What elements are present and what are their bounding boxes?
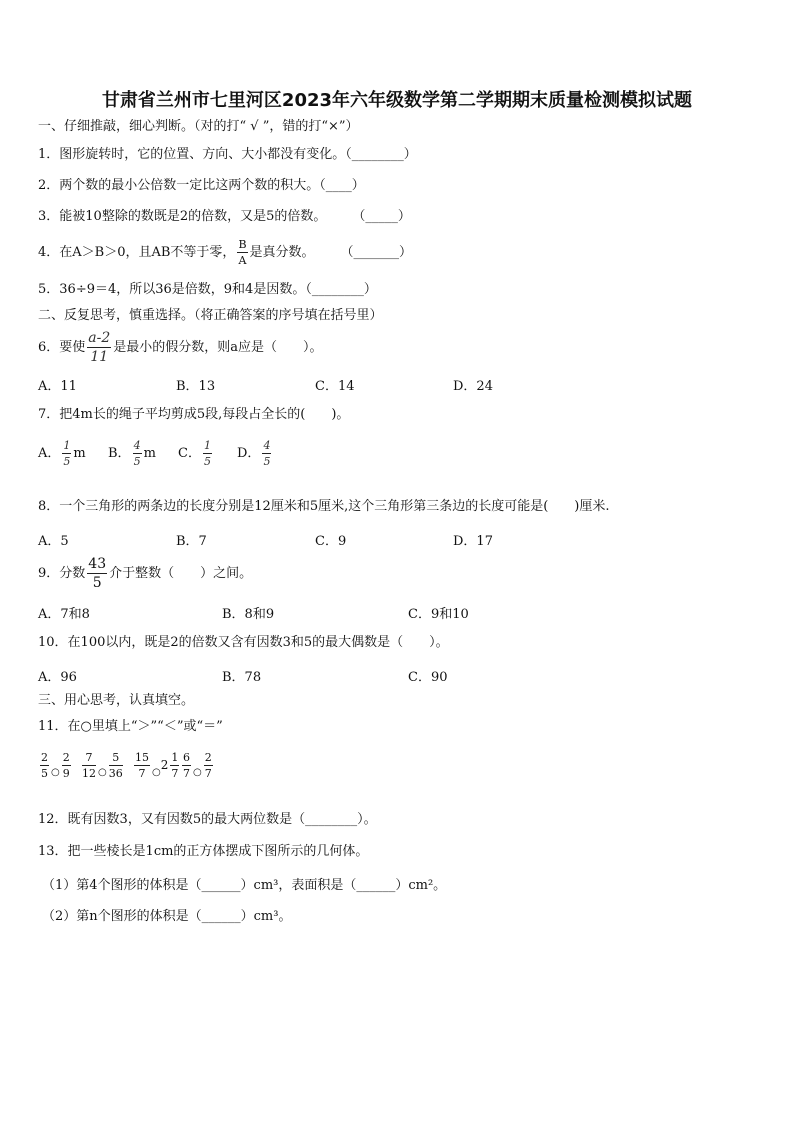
- option-unit: m: [143, 446, 156, 461]
- question-10: 10．在100以内，既是2的倍数又含有因数3和5的最大偶数是（ ）。: [38, 635, 449, 650]
- q6-option-a: A．11: [38, 379, 77, 394]
- comparison-item-4: [180, 752, 215, 779]
- fraction-numerator: 15: [135, 751, 149, 764]
- fraction-denominator: 5: [63, 455, 71, 468]
- question-12: 12．既有因数3，又有因数5的最大两位数是（________）。: [38, 812, 377, 827]
- fraction-7-over-12: [82, 752, 96, 779]
- q8-option-c: C．9: [315, 534, 347, 549]
- fraction-denominator: 11: [90, 349, 109, 365]
- q10-option-a: A．96: [38, 670, 77, 685]
- question-5: 5．36÷9＝4，所以36是倍数，9和4是因数。（________）: [38, 282, 377, 297]
- question-1: 1．图形旋转时，它的位置、方向、大小都没有变化。（________）: [38, 147, 417, 162]
- question-13-part-1: （1）第4个图形的体积是（______）cm³，表面积是（______）cm²。: [42, 878, 447, 893]
- q9-option-a: A．7和8: [38, 607, 90, 622]
- fraction-numerator: 6: [183, 751, 190, 764]
- question-6: [38, 331, 323, 364]
- fraction-numerator: 5: [109, 752, 123, 766]
- fraction-numerator: 4: [133, 439, 141, 452]
- question-9: [38, 557, 252, 590]
- fraction-4-over-5: [262, 440, 271, 467]
- fraction-denominator: 5: [263, 455, 271, 468]
- fraction-denominator: 5: [133, 455, 141, 468]
- option-label: B．: [108, 446, 131, 461]
- fraction-2-over-7: [204, 752, 213, 779]
- fraction-a-minus-2-over-11: [87, 331, 111, 364]
- section3-header: 三、用心思考，认真填空。: [38, 693, 195, 708]
- q7-option-d: [237, 440, 273, 467]
- question-4-suffix: 是真分数。 （_______）: [249, 245, 413, 260]
- section2-header: 二、反复思考，慎重选择。（将正确答案的序号填在括号里）: [38, 308, 383, 323]
- option-unit: m: [73, 446, 86, 461]
- fraction-numerator: 43: [88, 556, 107, 572]
- q9-option-b: B．8和9: [222, 607, 275, 622]
- fraction-1-over-5: [62, 440, 71, 467]
- question-6-suffix: 是最小的假分数，则a应是（ ）。: [113, 340, 323, 355]
- option-label: D．: [237, 446, 261, 461]
- fraction-numerator: 2: [204, 751, 212, 764]
- fraction-denominator: A: [238, 254, 247, 267]
- fraction-denominator: 5: [203, 455, 211, 468]
- section1-header: 一、仔细推敲，细心判断。（对的打“ √ ”，错的打“×”）: [38, 119, 359, 134]
- fraction-denominator: 36: [108, 767, 123, 780]
- fraction-2-over-5: [40, 752, 49, 779]
- question-3: 3．能被10整除的数既是2的倍数，又是5的倍数。 （_____）: [38, 209, 411, 224]
- question-9-suffix: 介于整数（ ）之间。: [109, 566, 253, 581]
- comparison-item-3: [132, 752, 181, 779]
- q10-option-b: B．78: [222, 670, 262, 685]
- q7-option-a: [38, 440, 86, 467]
- q7-option-b: [108, 440, 156, 467]
- q10-option-c: C．90: [408, 670, 448, 685]
- fraction-denominator: 5: [92, 575, 102, 591]
- fraction-15-over-7: [134, 752, 150, 779]
- fraction-numerator: 1: [171, 751, 179, 764]
- fraction-4-over-5: [133, 440, 142, 467]
- fraction-numerator: 7: [82, 752, 96, 766]
- fraction-5-over-36: [109, 752, 123, 779]
- fraction-b-over-a: [237, 239, 247, 266]
- fraction-denominator: 9: [62, 767, 70, 780]
- question-4-prefix: 4．在A＞B＞0，且AB不等于零，: [38, 245, 236, 260]
- fraction-denominator: 12: [82, 767, 96, 780]
- question-8: 8．一个三角形的两条边的长度分别是12厘米和5厘米,这个三角形第三条边的长度可能是( )厘米.: [38, 499, 610, 514]
- comparison-circle[interactable]: ○: [193, 767, 202, 778]
- fraction-denominator: 7: [183, 767, 190, 780]
- question-6-prefix: 6．要使: [38, 340, 86, 355]
- fraction-numerator: 2: [62, 751, 70, 764]
- comparison-item-1: [38, 752, 73, 779]
- fraction-1-over-5: [203, 440, 212, 467]
- q6-option-c: C．14: [315, 379, 355, 394]
- q8-option-b: B．7: [176, 534, 207, 549]
- fraction-6-over-7: [182, 752, 191, 779]
- question-13: 13．把一些棱长是1cm的正方体摆成下图所示的几何体。: [38, 844, 369, 859]
- q7-option-c: [178, 440, 214, 467]
- fraction-43-over-5: [87, 557, 107, 590]
- q6-option-d: D．24: [453, 379, 493, 394]
- q6-option-b: B．13: [176, 379, 216, 394]
- option-label: C．: [178, 446, 201, 461]
- option-label: A．: [38, 446, 61, 461]
- fraction-numerator: 2: [41, 751, 48, 764]
- page-title: 甘肃省兰州市七里河区2023年六年级数学第二学期期末质量检测模拟试题: [101, 90, 693, 111]
- question-13-part-2: （2）第n个图形的体积是（______）cm³。: [42, 909, 292, 924]
- question-4: [38, 239, 412, 266]
- comparison-circle[interactable]: ○: [98, 767, 107, 778]
- q9-option-c: C．9和10: [408, 607, 469, 622]
- fraction-1-over-7: [170, 752, 179, 779]
- comparison-circle[interactable]: ○: [51, 767, 60, 778]
- question-11: 11．在○里填上“＞”“＜”或“＝”: [38, 719, 223, 734]
- fraction-numerator: a-2: [88, 330, 111, 346]
- fraction-numerator: 1: [203, 439, 211, 452]
- fraction-numerator: B: [238, 238, 247, 251]
- question-2: 2．两个数的最小公倍数一定比这两个数的积大。（____）: [38, 178, 365, 193]
- comparison-item-2: [80, 752, 125, 779]
- fraction-numerator: 1: [63, 439, 71, 452]
- fraction-denominator: 7: [138, 767, 146, 780]
- question-9-prefix: 9．分数: [38, 566, 86, 581]
- fraction-denominator: 5: [41, 767, 48, 780]
- mixed-number-whole: 2: [160, 758, 169, 772]
- fraction-numerator: 4: [263, 439, 271, 452]
- q8-option-d: D．17: [453, 534, 493, 549]
- question-7: 7．把4m长的绳子平均剪成5段,每段占全长的( )。: [38, 407, 350, 422]
- comparison-circle[interactable]: ○: [152, 767, 161, 778]
- fraction-denominator: 7: [171, 767, 179, 780]
- fraction-denominator: 7: [204, 767, 212, 780]
- fraction-2-over-9: [62, 752, 71, 779]
- q8-option-a: A．5: [38, 534, 69, 549]
